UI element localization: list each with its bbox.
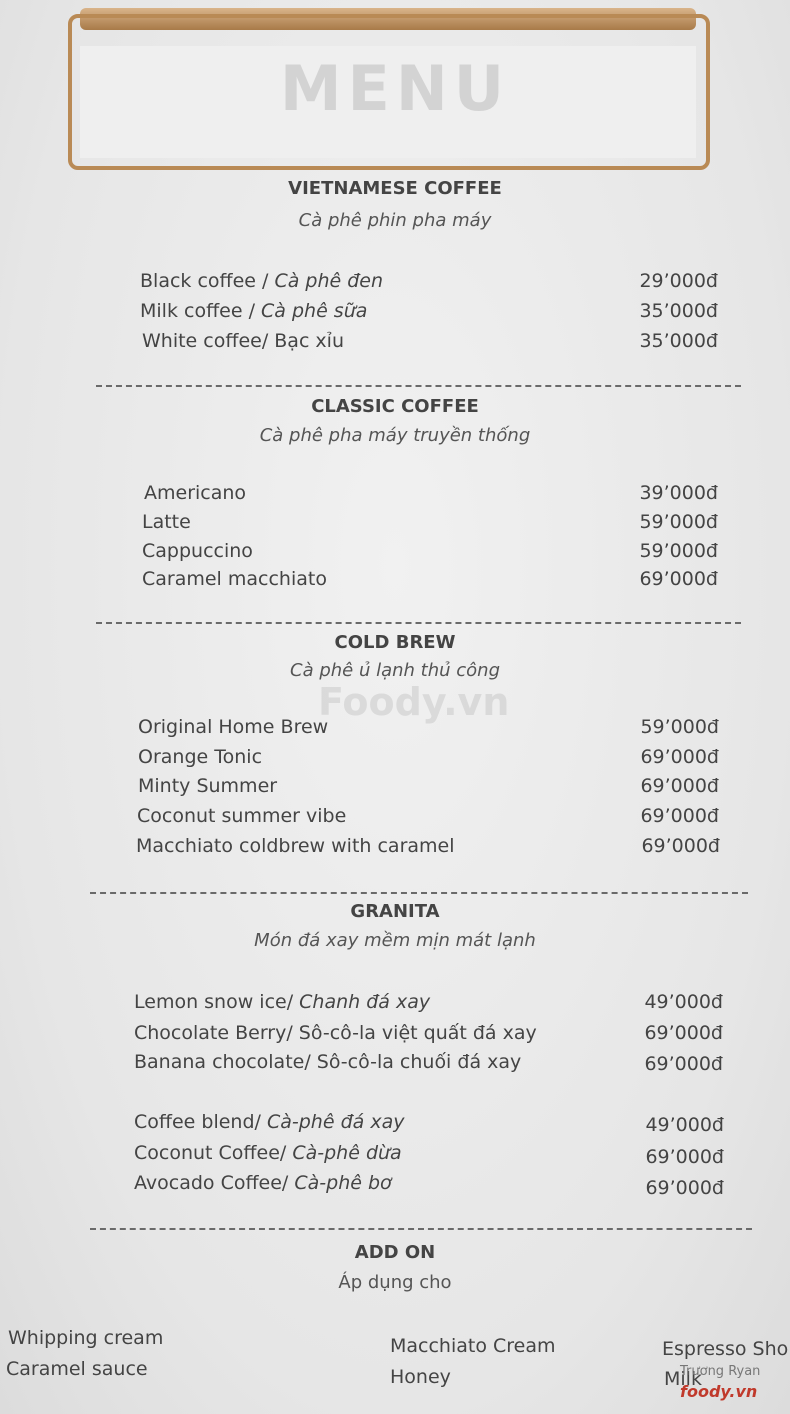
section-subtitle: Món đá xay mềm mịn mát lạnh (254, 930, 536, 951)
menu-item-price: 69’000đ (640, 746, 719, 768)
section-title: GRANITA (350, 901, 440, 922)
section-title: VIETNAMESE COFFEE (288, 178, 502, 199)
section-divider (96, 385, 741, 387)
menu-item-price: 49’000đ (644, 991, 723, 1013)
menu-item-price: 69’000đ (645, 1146, 724, 1168)
addon-item: Espresso Sho (662, 1338, 789, 1360)
menu-item-name: Banana chocolate/ Sô-cô-la chuối đá xay (134, 1051, 522, 1073)
section-subtitle: Cà phê phin pha máy (298, 210, 492, 231)
menu-item-name: Original Home Brew (138, 716, 329, 738)
menu-item-price: 69’000đ (645, 1177, 724, 1199)
menu-item-price: 69’000đ (644, 1022, 723, 1044)
menu-item-price: 29’000đ (639, 270, 718, 292)
menu-item-name: Coffee blend/ Cà-phê đá xay (134, 1111, 405, 1133)
menu-item-price: 35’000đ (639, 330, 718, 352)
menu-item-price: 69’000đ (641, 835, 720, 857)
addon-item: Honey (390, 1366, 451, 1388)
menu-item-name: Black coffee / Cà phê đen (140, 270, 384, 292)
section-divider (96, 622, 741, 624)
menu-item-name: Minty Summer (138, 775, 278, 797)
watermark: Foody.vn (318, 680, 510, 724)
menu-item-name: Caramel macchiato (142, 568, 327, 590)
menu-item-name: Avocado Coffee/ Cà-phê bơ (134, 1172, 392, 1194)
menu-item-name: White coffee/ Bạc xỉu (142, 330, 344, 352)
menu-item-price: 39’000đ (639, 482, 718, 504)
section-divider (90, 892, 748, 894)
menu-item-name: Americano (144, 482, 247, 504)
menu-item-price: 69’000đ (640, 775, 719, 797)
section-divider (90, 1228, 752, 1230)
menu-item-price: 59’000đ (639, 540, 718, 562)
addon-item: Caramel sauce (6, 1358, 148, 1380)
menu-item-name: Latte (142, 511, 191, 533)
photo-credit: Trương Ryan (680, 1364, 761, 1379)
section-subtitle: Cà phê ủ lạnh thủ công (290, 660, 500, 681)
menu-item-name: Milk coffee / Cà phê sữa (140, 300, 368, 322)
addon-item: Milk (664, 1368, 702, 1390)
addon-item: Macchiato Cream (390, 1335, 556, 1357)
menu-item-name: Lemon snow ice/ Chanh đá xay (134, 991, 431, 1013)
section-title: ADD ON (354, 1242, 436, 1263)
menu-item-price: 35’000đ (639, 300, 718, 322)
addon-item: Whipping cream (8, 1327, 164, 1349)
menu-item-price: 69’000đ (640, 805, 719, 827)
menu-item-name: Coconut Coffee/ Cà-phê dừa (134, 1142, 402, 1164)
section-subtitle: Áp dụng cho (338, 1272, 452, 1293)
menu-item-price: 49’000đ (645, 1114, 724, 1136)
menu-item-price: 59’000đ (640, 716, 719, 738)
section-title: CLASSIC COFFEE (311, 396, 479, 417)
menu-item-price: 59’000đ (639, 511, 718, 533)
menu-item-name: Chocolate Berry/ Sô-cô-la việt quất đá xay (134, 1022, 537, 1044)
section-title: COLD BREW (334, 632, 456, 653)
menu-title: MENU (279, 52, 511, 125)
section-subtitle: Cà phê pha máy truyền thống (259, 425, 531, 446)
menu-item-name: Macchiato coldbrew with caramel (136, 835, 455, 857)
menu-item-name: Orange Tonic (138, 746, 263, 768)
menu-item-name: Cappuccino (142, 540, 253, 562)
foody-logo: foody.vn (680, 1382, 758, 1401)
menu-item-name: Coconut summer vibe (137, 805, 347, 827)
menu-item-price: 69’000đ (644, 1053, 723, 1075)
menu-item-price: 69’000đ (639, 568, 718, 590)
